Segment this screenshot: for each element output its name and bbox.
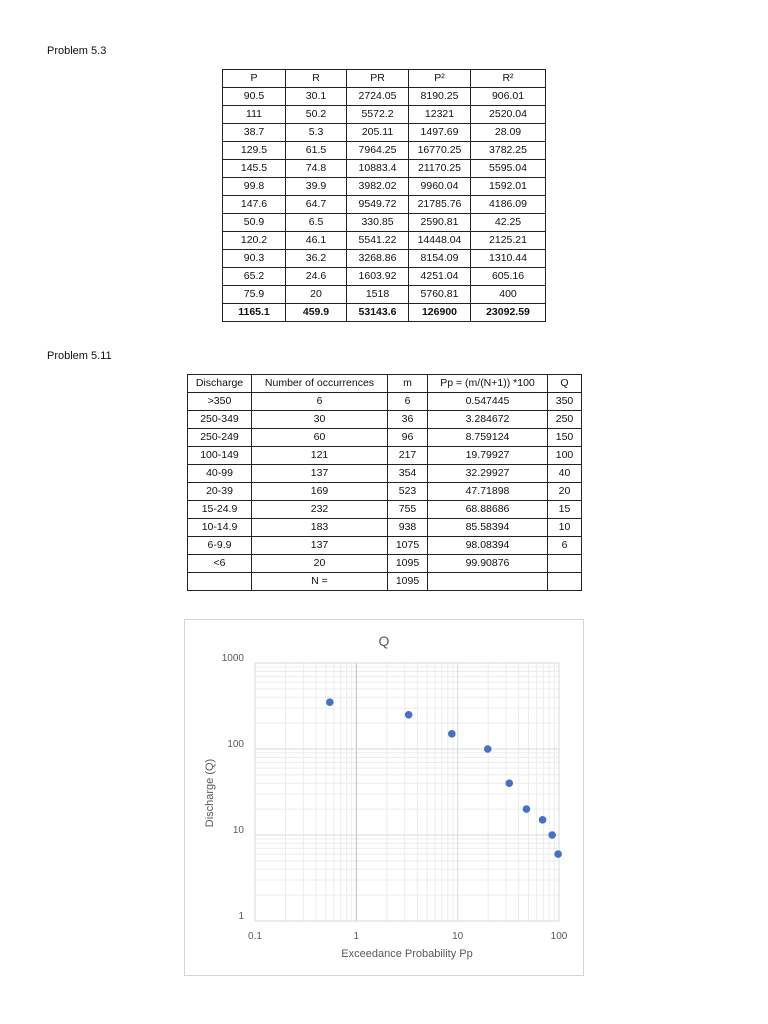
- table-cell: 5541.22: [347, 232, 409, 250]
- table-cell: 250-249: [188, 429, 252, 447]
- x-tick-label: 0.1: [248, 931, 262, 942]
- table-cell: 36.2: [286, 250, 347, 268]
- table-row: [223, 106, 546, 124]
- table-row: [188, 519, 582, 537]
- x-tick-label: 1: [353, 931, 360, 942]
- table-cell: 100: [548, 447, 582, 465]
- table-cell: 4186.09: [471, 196, 546, 214]
- data-point: [539, 816, 547, 824]
- table-cell: Discharge: [188, 375, 252, 393]
- table-cell: 1592.01: [471, 178, 546, 196]
- table-cell: 755: [388, 501, 428, 519]
- table-row: [223, 142, 546, 160]
- table-cell: 64.7: [286, 196, 347, 214]
- table-cell: Pp = (m/(N+1)) *100: [428, 375, 548, 393]
- table-cell: 2590.81: [409, 214, 471, 232]
- table-cell: 169: [252, 483, 388, 501]
- table-cell: N =: [252, 573, 388, 591]
- table-cell: 6: [252, 393, 388, 411]
- table-cell: 99.90876: [428, 555, 548, 573]
- table-cell: 120.2: [223, 232, 286, 250]
- table-cell: 65.2: [223, 268, 286, 286]
- table-row: [188, 537, 582, 555]
- table-cell: 400: [471, 286, 546, 304]
- table-cell: 1095: [388, 573, 428, 591]
- table-row: [188, 393, 582, 411]
- table-row: [188, 447, 582, 465]
- table-header-row: [188, 375, 582, 393]
- table-cell: 28.09: [471, 124, 546, 142]
- table-cell: m: [388, 375, 428, 393]
- table-cell: 2520.04: [471, 106, 546, 124]
- table-cell: 1603.92: [347, 268, 409, 286]
- table-cell: 40: [548, 465, 582, 483]
- table-cell: 6.5: [286, 214, 347, 232]
- table-row: [188, 483, 582, 501]
- table-cell: 9960.04: [409, 178, 471, 196]
- table-cell: 74.8: [286, 160, 347, 178]
- table-cell: 85.58394: [428, 519, 548, 537]
- table-cell: 1518: [347, 286, 409, 304]
- table-row: [223, 178, 546, 196]
- table-cell: 3268.86: [347, 250, 409, 268]
- table-cell: 8.759124: [428, 429, 548, 447]
- data-point: [448, 730, 456, 738]
- table-row: [223, 214, 546, 232]
- table-cell: 15-24.9: [188, 501, 252, 519]
- table-cell: 20-39: [188, 483, 252, 501]
- table-cell: 459.9: [286, 304, 347, 322]
- x-tick-label: 100: [550, 931, 568, 942]
- table-cell: 250: [548, 411, 582, 429]
- table-cell: 23092.59: [471, 304, 546, 322]
- table-cell: 6-9.9: [188, 537, 252, 555]
- table-cell: 232: [252, 501, 388, 519]
- table-cell: 0.547445: [428, 393, 548, 411]
- table-row: [223, 286, 546, 304]
- data-point: [554, 850, 562, 858]
- table-row: [188, 555, 582, 573]
- table-cell: 605.16: [471, 268, 546, 286]
- table-cell: P²: [409, 70, 471, 88]
- table-cell: PR: [347, 70, 409, 88]
- table-cell: 38.7: [223, 124, 286, 142]
- table-cell: 2724.05: [347, 88, 409, 106]
- table-cell: 90.5: [223, 88, 286, 106]
- table-cell: 24.6: [286, 268, 347, 286]
- table-cell: 126900: [409, 304, 471, 322]
- table-cell: 906.01: [471, 88, 546, 106]
- table-cell: 20: [286, 286, 347, 304]
- data-point: [405, 711, 413, 719]
- table-cell: 5595.04: [471, 160, 546, 178]
- table-cell: 14448.04: [409, 232, 471, 250]
- table-cell: 96: [388, 429, 428, 447]
- problem-5-11-heading: Problem 5.11: [47, 350, 112, 362]
- table-cell: R²: [471, 70, 546, 88]
- table-cell: 61.5: [286, 142, 347, 160]
- table-cell: 42.25: [471, 214, 546, 232]
- table-cell: 21170.25: [409, 160, 471, 178]
- table-cell: 3.284672: [428, 411, 548, 429]
- table-cell: 145.5: [223, 160, 286, 178]
- data-point: [548, 831, 556, 839]
- problem-5-3-heading: Problem 5.3: [47, 45, 107, 57]
- table-row: [223, 88, 546, 106]
- problem-5-11-table: [187, 374, 582, 591]
- table-cell: [188, 573, 252, 591]
- table-cell: 523: [388, 483, 428, 501]
- problem-5-3-table: [222, 69, 546, 322]
- table-cell: 16770.25: [409, 142, 471, 160]
- table-cell: 15: [548, 501, 582, 519]
- table-cell: 21785.76: [409, 196, 471, 214]
- table-cell: 90.3: [223, 250, 286, 268]
- table-cell: 30: [252, 411, 388, 429]
- table-cell: 10883.4: [347, 160, 409, 178]
- table-cell: 36: [388, 411, 428, 429]
- table-header-row: [223, 70, 546, 88]
- x-tick-label: 10: [452, 931, 464, 942]
- footer-row: [188, 573, 582, 591]
- table-cell: 1075: [388, 537, 428, 555]
- table-cell: 121: [252, 447, 388, 465]
- table-cell: 47.71898: [428, 483, 548, 501]
- table-cell: 9549.72: [347, 196, 409, 214]
- table-cell: 350: [548, 393, 582, 411]
- table-cell: >350: [188, 393, 252, 411]
- table-cell: P: [223, 70, 286, 88]
- table-cell: 5.3: [286, 124, 347, 142]
- table-cell: 20: [548, 483, 582, 501]
- table-cell: 2125.21: [471, 232, 546, 250]
- chart-title: Q: [378, 633, 390, 649]
- table-cell: 1310.44: [471, 250, 546, 268]
- table-cell: 32.29927: [428, 465, 548, 483]
- data-point: [505, 779, 513, 787]
- table-cell: 68.88686: [428, 501, 548, 519]
- table-row: [188, 429, 582, 447]
- table-cell: 150: [548, 429, 582, 447]
- table-cell: Number of occurrences: [252, 375, 388, 393]
- table-row: [223, 232, 546, 250]
- table-cell: [548, 573, 582, 591]
- table-cell: 354: [388, 465, 428, 483]
- table-cell: 137: [252, 465, 388, 483]
- discharge-probability-chart: [184, 619, 584, 976]
- table-cell: 205.11: [347, 124, 409, 142]
- table-cell: 250-349: [188, 411, 252, 429]
- table-cell: 129.5: [223, 142, 286, 160]
- y-tick-label: 10: [232, 825, 244, 836]
- table-cell: 8190.25: [409, 88, 471, 106]
- table-row: [223, 196, 546, 214]
- table-cell: 137: [252, 537, 388, 555]
- table-row: [188, 465, 582, 483]
- table-cell: 1095: [388, 555, 428, 573]
- table-cell: 183: [252, 519, 388, 537]
- table-cell: 39.9: [286, 178, 347, 196]
- x-axis-label: Exceedance Probability Pp: [341, 948, 473, 960]
- table-row: [223, 268, 546, 286]
- table-cell: <6: [188, 555, 252, 573]
- table-cell: 111: [223, 106, 286, 124]
- table-cell: 147.6: [223, 196, 286, 214]
- data-point: [523, 805, 531, 813]
- table-cell: 46.1: [286, 232, 347, 250]
- table-row: [223, 250, 546, 268]
- table-cell: 8154.09: [409, 250, 471, 268]
- y-tick-label: 1: [238, 911, 244, 922]
- table-cell: 6: [388, 393, 428, 411]
- table-cell: Q: [548, 375, 582, 393]
- table-cell: 217: [388, 447, 428, 465]
- table-cell: 330.85: [347, 214, 409, 232]
- table-cell: 10: [548, 519, 582, 537]
- table-cell: 75.9: [223, 286, 286, 304]
- table-cell: 1165.1: [223, 304, 286, 322]
- table-cell: 10-14.9: [188, 519, 252, 537]
- table-cell: [548, 555, 582, 573]
- table-cell: 19.79927: [428, 447, 548, 465]
- table-cell: 100-149: [188, 447, 252, 465]
- table-row: [188, 501, 582, 519]
- table-cell: R: [286, 70, 347, 88]
- table-cell: 3982.02: [347, 178, 409, 196]
- data-point: [326, 698, 334, 706]
- table-cell: 1497.69: [409, 124, 471, 142]
- y-tick-label: 100: [227, 739, 244, 750]
- table-cell: 6: [548, 537, 582, 555]
- y-axis-label: Discharge (Q): [204, 758, 216, 828]
- table-row: [223, 124, 546, 142]
- y-tick-label: 1000: [221, 653, 244, 664]
- table-cell: 7964.25: [347, 142, 409, 160]
- table-cell: 50.9: [223, 214, 286, 232]
- table-cell: 12321: [409, 106, 471, 124]
- chart-svg: [185, 620, 583, 975]
- table-cell: 53143.6: [347, 304, 409, 322]
- table-row: [223, 160, 546, 178]
- table-cell: 99.8: [223, 178, 286, 196]
- table-cell: 30.1: [286, 88, 347, 106]
- table-cell: 50.2: [286, 106, 347, 124]
- table-cell: 60: [252, 429, 388, 447]
- table-cell: 5760.81: [409, 286, 471, 304]
- table-row: [188, 411, 582, 429]
- table-cell: 98.08394: [428, 537, 548, 555]
- totals-row: [223, 304, 546, 322]
- table-cell: 938: [388, 519, 428, 537]
- table-cell: 5572.2: [347, 106, 409, 124]
- table-cell: 40-99: [188, 465, 252, 483]
- table-cell: [428, 573, 548, 591]
- table-cell: 20: [252, 555, 388, 573]
- data-point: [484, 745, 492, 753]
- table-cell: 3782.25: [471, 142, 546, 160]
- table-cell: 4251.04: [409, 268, 471, 286]
